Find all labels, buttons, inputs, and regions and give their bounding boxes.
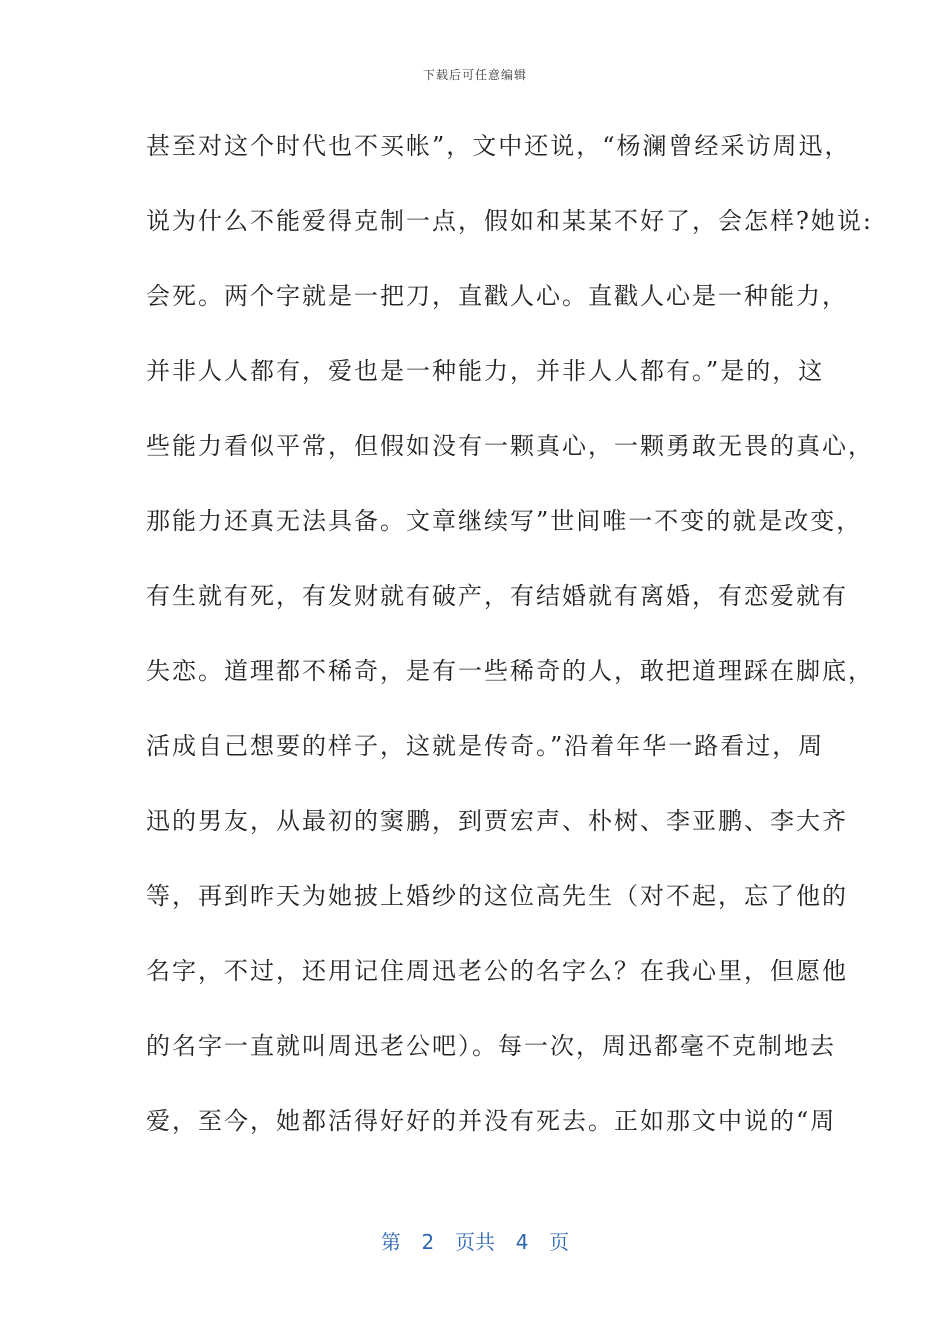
text-line: 爱，至今，她都活得好好的并没有死去。正如那文中说的“周 (146, 1107, 837, 1135)
text-line: 些能力看似平常，但假如没有一颗真心，一颗勇敢无畏的真心， (146, 432, 874, 460)
text-line: 并非人人都有，爱也是一种能力，并非人人都有。”是的，这 (146, 357, 825, 385)
text-line: 有生就有死，有发财就有破产，有结婚就有离婚，有恋爱就有 (146, 582, 848, 610)
text-line: 名字，不过，还用记住周迅老公的名字么？在我心里，但愿他 (146, 957, 848, 985)
text-line: 说为什么不能爱得克制一点，假如和某某不好了，会怎样?她说: (146, 207, 873, 235)
text-line: 的名字一直就叫周迅老公吧）。每一次，周迅都毫不克制地去 (146, 1032, 836, 1060)
text-line: 活成自己想要的样子，这就是传奇。”沿着年华一路看过，周 (146, 732, 825, 760)
text-line: 甚至对这个时代也不买帐”，文中还说，“杨澜曾经采访周迅， (146, 132, 851, 160)
document-body (146, 122, 874, 1172)
page-number-text: 第 2 页共 4 页 (380, 1230, 570, 1254)
text-line: 等，再到昨天为她披上婚纱的这位高先生（对不起，忘了他的 (146, 882, 848, 910)
text-line: 失恋。道理都不稀奇，是有一些稀奇的人，敢把道理踩在脚底， (146, 657, 874, 685)
text-line: 那能力还真无法具备。文章继续写”世间唯一不变的就是改变， (146, 507, 863, 535)
page-number-footer (0, 1226, 950, 1255)
text-line: 迅的男友，从最初的窦鹏，到贾宏声、朴树、李亚鹏、李大齐 (146, 807, 848, 835)
page-header: 下载后可任意编辑 (422, 68, 527, 82)
text-line: 会死。两个字就是一把刀，直戳人心。直戳人心是一种能力， (146, 282, 848, 310)
